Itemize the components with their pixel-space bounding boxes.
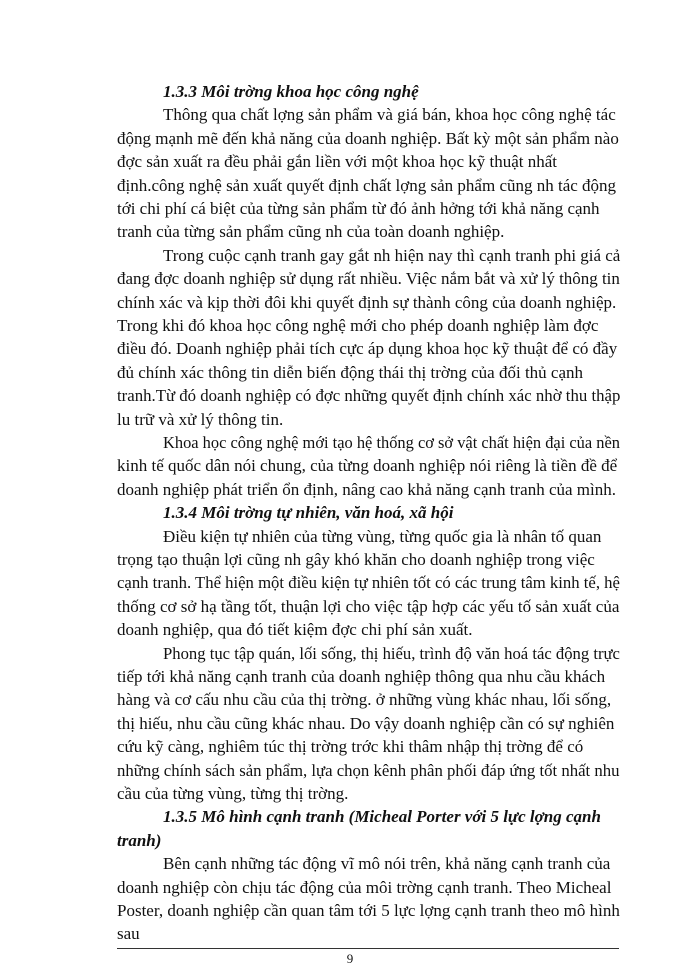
paragraph-line: tranh của từng sản phẩm cũng nh của toàn doanh nghiệp. <box>117 222 505 242</box>
paragraph-line: động mạnh mẽ đến khả năng của doanh nghiệp. Bất kỳ một sản phẩm nào <box>117 128 619 148</box>
paragraph-line: lu trữ và xử lý thông tin. <box>117 409 284 429</box>
paragraph-line: chính xác và kịp thời đôi khi quyết định sự thành công của doanh nghiệp. <box>117 292 617 312</box>
paragraph-line: điều đó. Doanh nghiệp phải tích cực áp dụng khoa học kỹ thuật để có đầy <box>117 339 618 359</box>
paragraph-line: cứu kỹ càng, nghiêm túc thị trờng trớc khi thâm nhập thị trờng để có <box>117 737 584 757</box>
paragraph-line: cầu của từng vùng, từng thị trờng. <box>117 784 349 803</box>
paragraph-line: doanh nghiệp, qua đó tiết kiệm đợc chi phí sản xuất. <box>117 620 473 640</box>
paragraph-line: Khoa học công nghệ mới tạo hệ thống cơ sở vật chất hiện đại của nền <box>163 433 620 452</box>
paragraph-line: Bên cạnh những tác động vĩ mô nói trên, khả năng cạnh tranh của <box>163 854 611 874</box>
paragraph-line: Điều kiện tự nhiên của từng vùng, từng quốc gia là nhân tố quan <box>163 526 602 546</box>
heading-1-3-3: 1.3.3 Môi trờng khoa học công nghệ <box>163 82 419 101</box>
paragraph-line: thị hiếu, nhu cầu cũng khác nhau. Do vậy doanh nghiệp cần có sự nghiên <box>117 713 615 733</box>
paragraph-line: những chính sách sản phẩm, lựa chọn kênh phân phối đáp ứng tốt nhất nhu <box>117 760 620 780</box>
paragraph-line: sau <box>117 924 140 944</box>
paragraph-line: định.công nghệ sản xuất quyết định chất lợng sản phẩm cũng nh tác động <box>117 175 617 195</box>
paragraph-line: Trong khi đó khoa học công nghệ mới cho phép doanh nghiệp làm đợc <box>117 316 599 335</box>
heading-1-3-5-continued: tranh) <box>117 830 162 850</box>
paragraph-line: tới chi phí cá biệt của từng sản phẩm từ đó ảnh hởng tới khả năng cạnh <box>117 199 600 218</box>
paragraph-line: đang đợc doanh nghiệp sử dụng rất nhiều. Việc nắm bắt và xử lý thông tin <box>117 269 620 289</box>
paragraph-line: kinh tế quốc dân nói chung, của từng doanh nghiệp nói riêng là tiền đề để <box>117 456 618 476</box>
paragraph-line: thống cơ sở hạ tầng tốt, thuận lợi cho việc tập hợp các yếu tố sản xuất của <box>117 596 620 616</box>
paragraph-line: tranh.Từ đó doanh nghiệp có đợc những quyết định chính xác nhờ thu thập <box>117 386 621 406</box>
page-number: 9 <box>346 951 354 967</box>
paragraph-line: trọng tạo thuận lợi cũng nh gây khó khăn cho doanh nghiệp trong việc <box>117 550 595 569</box>
paragraph-line: doanh nghiệp phát triển ổn định, nâng cao khả năng cạnh tranh của mình. <box>117 479 616 499</box>
paragraph-line: Thông qua chất lợng sản phẩm và giá bán, khoa học công nghệ tác <box>163 105 616 125</box>
paragraph-line: Trong cuộc cạnh tranh gay gắt nh hiện nay thì cạnh tranh phi giá cả <box>163 245 621 265</box>
paragraph-line: doanh nghiệp còn chịu tác động của môi trờng cạnh tranh. Theo Micheal <box>117 877 612 897</box>
heading-1-3-4: 1.3.4 Môi trờng tự nhiên, văn hoá, xã hội <box>163 503 454 523</box>
footer-rule <box>117 948 619 949</box>
paragraph-line: hàng và cơ cấu nhu cầu của thị trờng. ở những vùng khác nhau, lối sống, <box>117 690 612 710</box>
heading-1-3-5: 1.3.5 Mô hình cạnh tranh (Micheal Porter với 5 lực lợng cạnh <box>163 807 601 827</box>
paragraph-line: đủ chính xác thông tin diễn biến động thái thị trờng của đối thủ cạnh <box>117 362 584 382</box>
paragraph-line: tiếp tới khả năng cạnh tranh của doanh nghiệp thông qua nhu cầu khách <box>117 667 606 686</box>
paragraph-line: Phong tục tập quán, lối sống, thị hiếu, trình độ văn hoá tác động trực <box>163 643 620 663</box>
paragraph-line: cạnh tranh. Thể hiện một điều kiện tự nhiên tốt có các trung tâm kinh tế, hệ <box>117 573 620 593</box>
paragraph-line: Poster, doanh nghiệp cần quan tâm tới 5 lực lợng cạnh tranh theo mô hình <box>117 901 620 920</box>
paragraph-line: đợc sản xuất ra đều phải gắn liền với một khoa học kỹ thuật nhất <box>117 152 558 172</box>
